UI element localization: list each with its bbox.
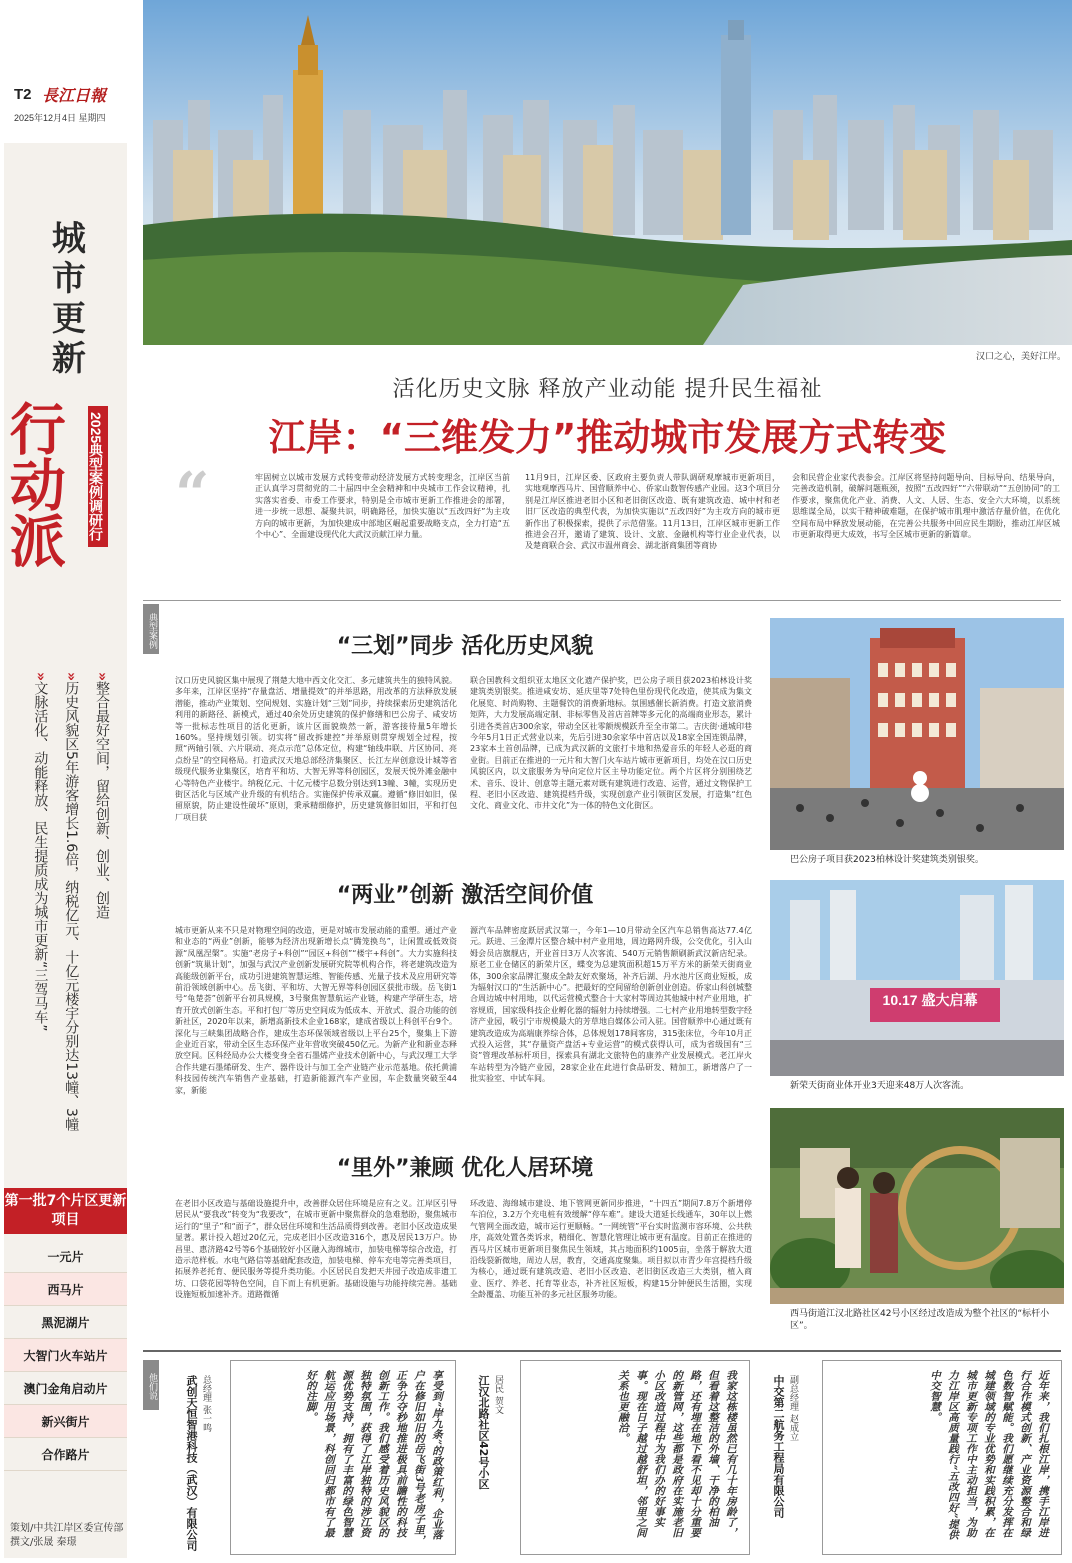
credit-line: 策划/中共江岸区委宣传部 bbox=[10, 1523, 124, 1534]
credit-line: 撰文/张晟 秦璟 bbox=[10, 1537, 77, 1548]
area-item: 新兴街片 bbox=[4, 1405, 127, 1438]
photo-xima-community-art bbox=[770, 1108, 1064, 1304]
body-text: 在老旧小区改造与基础设施提升中，改善群众居住环境是应有之义。江岸区引导居民从“要我改”转变为“我要改”，在城市更新中聚焦群众的急难愁盼，聚焦城市运行的“里子”和“面子”，群众居住环境和生活品质得到改善。老旧小区改造成果显著。累计投入超过20亿元，完成老旧小区改造316个，惠及居民13万户。协昌里、惠济路42号等6个基础较好小区融入海绵城市，加装电梯等综合改造，打造示范样板。水电气路信等基础配套改造，加装电梯、停车充电等完善类项目，拓展养老托育、便民服务等提升类功能。小区居民自发把天井园子改造成非遗工坊、口袋花园等特色空间，自下而上有机更新。基础设施与功能持续完善。基础设施短板加速补齐。道路微循 bbox=[175, 1199, 457, 1300]
speaker-role: 副总经理 赵成立 bbox=[788, 1375, 798, 1441]
series-tag: 2025典型案例调研行 bbox=[88, 406, 108, 547]
hero-caption: 汉口之心，美好江岸。 bbox=[975, 352, 1066, 362]
quote-mark-icon: “ bbox=[175, 460, 210, 530]
speaker-role: 总经理 张一鸣 bbox=[201, 1375, 211, 1432]
highlights bbox=[20, 672, 110, 1182]
area-item: 西马片 bbox=[4, 1273, 127, 1306]
body-text: 联合国教科文组织亚太地区文化遗产保护奖，巴公房子项目获2023柏林设计奖建筑类别银奖。推进咸安坊、延庆里等7处特色里份现代化改造，使其成为集文化展览、时尚购物、主题餐饮的消费新地标。氛围感催长新消费。打造文旅消费矩阵，大力发展高端定制、非标零售及首店首牌等多元化的高端商业形态，累计引进各类首店300余家，带动全区社零额规模跃升至全市第二。吉庆街·通城印巷今年5月1日正式营业以来，先后引进30余家华中首店以及18家全国连锁品牌，23家本土首创品牌，已成为武汉新的文旅打卡地和热爱音乐的年轻人必逛的商业街。目前正在推进的一元片和大智门火车站片城市更新项目，均处在汉口历史风貌区内，以文旅服务为导向定位片区主导功能定位。两个片区将分别围绕艺术、音乐、设计、创意等主题元素对既有建筑进行改造、运营，通过文物保护工程、老旧小区改造、建筑提档升级，实现创意产业引领街区发展，打造集“红色文化、商业文化、市井文化”为一体的特色文化街区。 bbox=[470, 676, 752, 811]
body-text: 环改造、海绵城市建设、地下管网更新同步推进，“十四五”期间7.8万个新增停车泊位，3.2万个充电桩有效缓解“停车难”。建设大道延长线通车，30年以上燃气管网全面改造，城市运行更顺畅。“一网统管”平台实时监测市容环境、公共秩序，高效处置各类诉求，精细化、智慧化管理让城市更有温度。目前正在推进的西马片区城市更新项目聚焦民生领域，其占地面积约1005亩，坐落于解放大道沿线裂新微地，周边人居，教育，交通高度聚集。项目拟以市青少年宫提档升级为核心，通过既有建筑改造、老旧小区改造、老旧街区改造三大类别，植入商业、医疗、养老、托育等业态，补齐社区短板，构建15分钟便民生活圈，实现全龄覆盖、功能互补的多元社区服务功能。 bbox=[470, 1199, 752, 1300]
section-heading: “里外”兼顾 优化人居环境 bbox=[336, 1156, 594, 1181]
column-title-art-text: 行动派 bbox=[0, 400, 67, 568]
lead-paragraph: 11月9日，江岸区委、区政府主要负责人带队调研观摩城市更新项目，实地观摩西马片、国营顺养中心、侨家山数智传感产业园。这3个项目分别是江岸区推进老旧小区和老旧街区改造、既有建筑改造、城中村和老旧厂区改造的典型代表，为加快实施以“五改四好”为主攻方向的城市更新作出了积极探索，提供了示范借鉴。11月13日，江岸区城市更新工作推进会召开，邀请了建筑、设计、文旅、金融机构等行业企业代表，以及楚商联合会、武汉市温州商会、湖北浙商集团等商协 bbox=[525, 473, 780, 551]
divider bbox=[143, 600, 1061, 601]
divider bbox=[143, 1350, 1061, 1352]
column-title: 城市更新 bbox=[45, 220, 86, 380]
chevron-down-icon: » bbox=[63, 672, 80, 682]
chevron-down-icon: » bbox=[94, 672, 110, 682]
photo-caption: 新荣天街商业体开业3天迎来48万人次客流。 bbox=[790, 1081, 970, 1091]
credits bbox=[10, 1522, 135, 1550]
article-subtitle: 活化历史文脉 释放产业动能 提升民生福祉 bbox=[392, 377, 823, 402]
body-text: 汉口历史风貌区集中展现了荆楚大地中西文化交汇、多元建筑共生的独特风貌。多年来，江岸区坚持“存量盘活、增量提效”的并举思路，用改革的方法释放发展潜能，推动产业策划、空间规划、实施计划“三划”同步，持续探索历史建筑活化利用的新路径、新模式，通过40余处历史建筑的保护修缮和巴公房子、咸安坊等一批标志性项目的活化更新，该片区面貌焕然一新，游客接待量5年增长160%。坚持规划引领。切实将“留改拆建控”并举原则贯穿规划全过程，按照“两轴引领、六片联动、亮点示范”总体定位，构建“轴线串联、片区协同、亮点纷呈”的空间格局。打造武汉天地总部经济集聚区、长江左岸创意设计城等省级现代服务业集聚区，培育平和坊、大智无界等科创园区，发展天悦外滩金融中心等特色产业楼宇。纳税亿元、十亿元楼宇总数分别达到13幢、3幢，实现历史街区活化与区域产业升级的有机结合。实施保护传承双赢。遵循“修旧如旧，保留原貌，防止建设性破坏”原则，秉承精细修护，历史建筑修旧如旧，平和打包厂项目获 bbox=[175, 676, 457, 822]
mall-sign: 10.17 盛大启幕 bbox=[882, 992, 978, 1008]
photo-bagong-house-art bbox=[770, 618, 1064, 850]
photo-bagong-house bbox=[770, 618, 1064, 850]
area-item: 澳门金角启动片 bbox=[4, 1372, 127, 1405]
lead-paragraph: 牢固树立以城市发展方式转变带动经济发展方式转变理念，江岸区当前正认真学习贯彻党的二十届四中全会精神和中央城市工作会议精神，扎实落实省委、市委工作要求，特别是全市城市更新工作推进会的部署，进一步统一思想、凝聚共识，明确路径，加快实施以“五改四好”为主攻方向的城市更新，为加快建成中部地区崛起重要战略支点，全力打造“五个中心”、全面建设现代化大武汉贡献江岸力量。 bbox=[255, 473, 510, 540]
article-title: 江岸：“三维发力”推动城市发展方式转变 bbox=[268, 416, 947, 459]
photo-xinrong-mall bbox=[770, 880, 1064, 1076]
area-item: 合作路片 bbox=[4, 1438, 127, 1471]
hero-photo-art bbox=[143, 0, 1072, 345]
speaker-org: 江汉北路社区42号小区 bbox=[477, 1375, 490, 1490]
photo-caption: 巴公房子项目获2023柏林设计奖建筑类别银奖。 bbox=[790, 855, 984, 865]
quote-text: 享受到“岸九条”的政策红利，企业落户在修旧如旧的岳飞街3号老房子里，正争分夺秒地推进极具前瞻性的科技创新工作。我们感受着历史风貌区的独特氛围，获得了江岸独特的涉江资源优势支持，拥有了丰富的绿色智慧航运应用场景，科创回归都市有了最好的注脚。 bbox=[305, 1370, 443, 1546]
area-item: 大智门火车站片 bbox=[4, 1339, 127, 1372]
photo-caption: 西马街道江汉北路社区42号小区经过改造成为整个社区的“标杆小区”。 bbox=[790, 1309, 1050, 1331]
quote-text: 我家这栋楼虽然已有几十年房龄了，但看着这整洁的外墙、干净的柏油路，还有埋在地下看不见却十分重要的新管网，这些都是政府在实施老旧小区改造过程中为我们办的好事实事。现在日子越过越舒坦，邻里之间关系也更融洽。 bbox=[617, 1370, 737, 1538]
highlight-item: »整合最好空间，留给创新、创业、创造 bbox=[94, 672, 110, 920]
quote-text: 近年来，我们扎根江岸，携手江岸进行合作模式创新、产业资源整合和绿色数智赋能。我们愿继续充分发挥在城建领域的专业优势和实践积累，在城市更新专项工作中主动担当，为助力江岸区高质量践行“五改四好”提供中交智慧。 bbox=[929, 1370, 1049, 1540]
section-tag: 他们说 bbox=[143, 1360, 159, 1410]
highlight-item: »文脉活化、动能释放、民生提质成为城市更新“三驾马车” bbox=[32, 672, 49, 1032]
speaker-org: 武创天恒智港科技（武汉）有限公司 bbox=[185, 1375, 198, 1551]
lead-paragraph: 会和民营企业家代表参会。江岸区将坚持问题导向、目标导向、结果导向，完善改造机制，破解问题瓶颈，按照“五改四好”“六带联动”“五创协同”的工作要求，聚焦优化产业、消费、人文、人居、生态、安全六大环境，以系统思维谋全局，以实干精神破难题，在保护城市肌理中激活存量价值，在优化空间布局中释放发展动能，在完善公共服务中回应民生期盼，推动江岸区城市更新取得更大成效，书写全区城市更新的新篇章。 bbox=[792, 473, 1060, 540]
column-title-art bbox=[0, 400, 90, 579]
area-item: 黑泥湖片 bbox=[4, 1306, 127, 1339]
areas-box-title: 第一批7个片区更新项目 bbox=[4, 1188, 127, 1234]
section-tag: 典型案例 bbox=[143, 604, 159, 654]
speaker-org: 中交第二航务工程局有限公司 bbox=[772, 1375, 785, 1518]
section-heading: “三划”同步 活化历史风貌 bbox=[336, 634, 594, 659]
photo-xima-community bbox=[770, 1108, 1064, 1304]
section-heading: “两业”创新 激活空间价值 bbox=[336, 883, 594, 908]
highlight-item: »历史风貌区5年游客增长1.6倍，纳税亿元、十亿元楼宇分别达13幢、3幢 bbox=[63, 672, 80, 1131]
area-item: 一元片 bbox=[4, 1240, 127, 1273]
photo-xinrong-mall-art bbox=[770, 880, 1064, 1076]
page-number: T2 bbox=[14, 86, 32, 103]
issue-date: 2025年12月4日 星期四 bbox=[14, 113, 106, 123]
body-text: 城市更新从来不只是对物理空间的改造，更是对城市发展动能的重塑。通过产业和业态的“两业”创新，能够为经济出现新增长点“腾笼换鸟”，让闲置或低效资源“凤凰涅槃”。实施“老房子+科创”“园区+科创”“楼宇+科创”。大力实施科技创新“筑巢计划”，加强与武汉产业创新发展研究院等机构合作，将老建筑改造为高能级创新平台，成功引进建筑智慧运维、智能传感、光量子技术及应用研究等前沿领域创新中心。岳飞街、平和坊、大智无界等科创园区获批市级。岳飞街1号“龟楚荟”创新平台初具规模，3号聚焦智慧航运产业链，构建产学研生态，培育开放式创新生态。平和打包厂等历史空间成为低成本、开放式、混合功能的创新社区，2020年以来，新增高新技术企业168家，建成省级以上科创平台9个。深化与三峡集团战略合作，建成生态环保领域省级以上平台25个，聚集上下游企业近百家，带动全区生态环保产业年营收突破450亿元。为新产业和新业态释放空间。区科经局办公大楼变身全省石墨烯产业技术创新中心，与武汉理工大学合作共建石墨烯研发、生产、器件设计与加工全产业链产业示范基地。依托黄浦科技园传统汽车销售产业基础，打造新能源汽车产业园，车企数量突破至44家，新能 bbox=[175, 926, 457, 1095]
body-text: 源汽车品牌密度跃居武汉第一，今年1—10月带动全区汽车总销售高达77.4亿元。跃进、三金潭片区整合城中村产业用地，周边路网升级，公交优化，引入山姆会员店旗舰店，开业首日3万人次客流、540万元销售额刷新武汉新店纪录。原老工业仓储区的新荣片区，蝶变为总建筑面积超15万平方米的新荣天街商业体，300余家品牌汇聚成全龄友好欢聚场，补齐后湖、丹水池片区商业短板，成为辐射汉口的“生活新中心”。把最好的空间留给创新创业创造。侨家山科创城整合周边城中村用地，以代运营模式整合十大家村等周边其他城中村产业用地，扩容规质，国家级科技企业孵化器的辐射力持续增强。二七村产业用地转型数字经济产业园，吸引宁市规模最大的芳草地自媒体公司入驻。国营顺养中心通过既有建筑改造成为高端康养综合体，总体规划178间客房，315张床位，今年10月正式投入运营，其“存量资产盘活+专业运营”的模式获得认可，成为省级国有“三资”管理改革标杆项目，探索具有湖北文旅特色的康养产业发展模式。老江岸火车站转型为冷链产业园，28家企业在此进行食品研发、精加工，新增落户了一批实验室、中试车间。 bbox=[470, 926, 752, 1084]
chevron-down-icon: » bbox=[32, 672, 49, 682]
areas-list bbox=[4, 1240, 127, 1471]
hero-photo bbox=[143, 0, 1072, 345]
speaker-role: 居民 贺文 bbox=[493, 1375, 503, 1414]
newspaper-logo-icon: 長江日報 bbox=[42, 86, 107, 105]
